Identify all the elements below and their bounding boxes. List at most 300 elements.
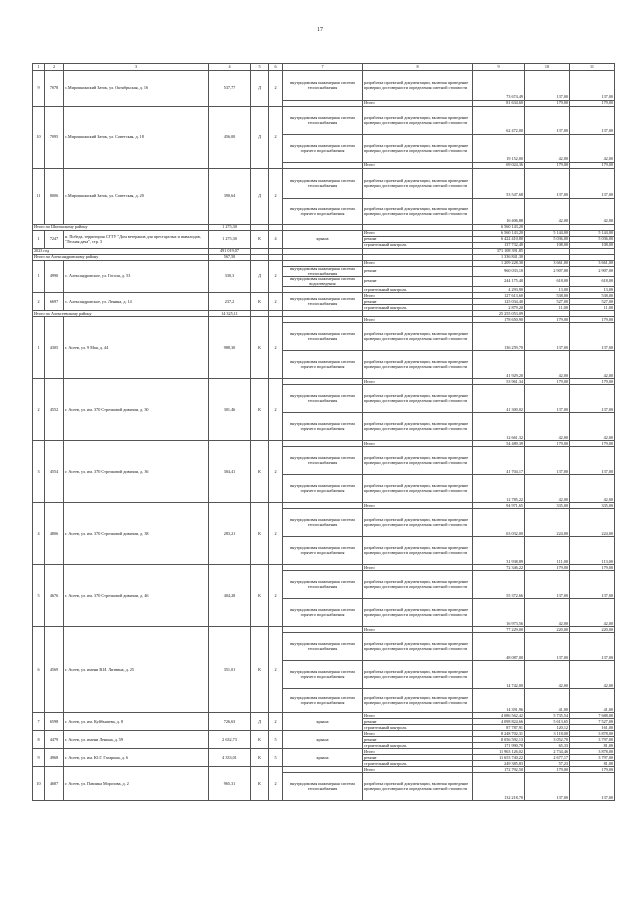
service: Итого: [363, 293, 473, 299]
unit-cost: 3 118,00: [525, 731, 570, 737]
service: Итого: [363, 565, 473, 571]
area: 390,64: [209, 169, 251, 225]
unit-cost: 2 677,17: [525, 755, 570, 761]
unit-cost: 335,00: [525, 503, 570, 509]
unit-cost: 137,00: [525, 447, 570, 475]
area: 330,3: [209, 261, 251, 293]
service: строительный контроль: [363, 287, 473, 293]
max-cost: 220,00: [570, 627, 615, 633]
area: 1 275,30: [209, 231, 251, 249]
row-number: 4: [33, 503, 45, 565]
max-cost: 108,00: [570, 243, 615, 249]
floors: 5: [269, 749, 283, 767]
cost: 16 973,56: [473, 599, 525, 627]
material: К: [251, 749, 269, 767]
row-number: 10: [33, 107, 45, 169]
cost: 178 650,90: [473, 317, 525, 323]
cost: 171 990,78: [473, 743, 525, 749]
area: 301,46: [209, 379, 251, 441]
max-cost: 81,00: [570, 743, 615, 749]
house-id: 4687: [45, 767, 64, 801]
floors: 2: [269, 713, 283, 731]
house-id: 4990: [45, 261, 64, 293]
floors: 2: [269, 565, 283, 627]
unit-cost: 137,00: [525, 633, 570, 661]
max-cost: 137,00: [570, 71, 615, 101]
max-cost: 42,00: [570, 135, 615, 163]
material: Д: [251, 261, 269, 293]
work-type: внутридомовая инженерная система теплоснабжения: [283, 107, 363, 135]
house-id: 4479: [45, 731, 64, 749]
area: 404,28: [209, 565, 251, 627]
cost: 94 971,65: [473, 503, 525, 509]
service: разработка проектной документации, включая проведение проверки достоверности определения сметной стоимости: [363, 169, 473, 199]
unit-cost: 179,00: [525, 101, 570, 107]
area: 537,77: [209, 71, 251, 107]
header-cell: 10: [525, 64, 570, 71]
header-cell: 5: [251, 64, 269, 71]
house-id: 4968: [45, 749, 64, 767]
max-cost: 137,00: [570, 107, 615, 135]
cost: 8 248 702,31: [473, 731, 525, 737]
floors: 2: [269, 293, 283, 311]
max-cost: 3 878,00: [570, 749, 615, 755]
row-number: 10: [33, 767, 45, 801]
service: Итого: [363, 627, 473, 633]
area: 351,01: [209, 627, 251, 713]
max-cost: 7 527,00: [570, 719, 615, 725]
service: разработка проектной документации, включая проведение проверки достоверности определения сметной стоимости: [363, 323, 473, 351]
service: ремонт: [363, 737, 473, 743]
cost: 12 785,22: [473, 475, 525, 503]
address: г. Асеев, ул. имени Ленина, д. 59: [64, 731, 209, 749]
max-cost: 11,00: [570, 305, 615, 311]
cost: 136 259,70: [473, 323, 525, 351]
house-id: 6598: [45, 713, 64, 731]
floors: 2: [269, 767, 283, 801]
service: разработка проектной документации, включая проведение проверки достоверности определения сметной стоимости: [363, 475, 473, 503]
cost: 14 742,00: [473, 661, 525, 689]
cost: 371 108 391,85: [473, 249, 525, 255]
house-id: 4305: [45, 317, 64, 379]
max-cost: 113,00: [570, 537, 615, 565]
area: 567,50: [209, 255, 251, 261]
area: 237,2: [209, 293, 251, 311]
unit-cost: 57,23: [525, 761, 570, 767]
unit-cost: 3 661,00: [525, 261, 570, 267]
floors: 2: [269, 379, 283, 441]
service: разработка проектной документации, включая проведение проверки достоверности определения сметной стоимости: [363, 413, 473, 441]
max-cost: 179,00: [570, 317, 615, 323]
cost: 41 929,20: [473, 351, 525, 379]
max-cost: 179,00: [570, 379, 615, 385]
floors: 5: [269, 731, 283, 749]
unit-cost: 179,00: [525, 379, 570, 385]
service: разработка проектной документации, включая проведение проверки достоверности определения сметной стоимости: [363, 71, 473, 101]
unit-cost: 179,00: [525, 767, 570, 773]
material: Д: [251, 169, 269, 225]
unit-cost: 5 735,54: [525, 713, 570, 719]
max-cost: 137,00: [570, 447, 615, 475]
row-number: 9: [33, 71, 45, 107]
unit-cost: 179,00: [525, 441, 570, 447]
address: г. Асеев, ул. им. 370 Стрелковой дивизии, д. 38: [64, 503, 209, 565]
max-cost: 3 797,00: [570, 737, 615, 743]
unit-cost: 42,00: [525, 351, 570, 379]
cost: 6 422 410,80: [473, 237, 525, 243]
house-id: 4676: [45, 565, 64, 627]
unit-cost: 527,00: [525, 299, 570, 305]
unit-cost: 108,00: [525, 243, 570, 249]
house-id: 4806: [45, 503, 64, 565]
unit-cost: 13,00: [525, 287, 570, 293]
column-number-row: [33, 64, 615, 71]
unit-cost: 120,12: [525, 725, 570, 731]
house-id: 7095: [45, 107, 64, 169]
cost: 132 218,70: [473, 773, 525, 801]
service: Итого: [363, 379, 473, 385]
header-cell: 2: [45, 64, 64, 71]
cost: 25 255 053,09: [473, 311, 525, 317]
work-type: внутридомовая инженерная система горячего водоснабжения: [283, 537, 363, 565]
material: К: [251, 293, 269, 311]
cost: 31 938,89: [473, 537, 525, 565]
service: строительный контроль: [363, 305, 473, 311]
floors: 2: [269, 107, 283, 169]
service: разработка проектной документации, включая проведение проверки достоверности определения сметной стоимости: [363, 385, 473, 413]
row-number: 1: [33, 317, 45, 379]
max-cost: 42,00: [570, 351, 615, 379]
unit-cost: 42,00: [525, 135, 570, 163]
service: ремонт: [363, 755, 473, 761]
service: Итого: [363, 713, 473, 719]
service: Итого: [363, 101, 473, 107]
cost: 69 024,36: [473, 163, 525, 169]
work-type: внутридомовая инженерная система водоотведения: [283, 277, 363, 287]
floors: 2: [269, 71, 283, 107]
work-type: внутридомовая инженерная система горячего водоснабжения: [283, 599, 363, 627]
service: строительный контроль: [363, 743, 473, 749]
area: 304,41: [209, 441, 251, 503]
floors: 4: [269, 231, 283, 249]
cost: 81 634,60: [473, 101, 525, 107]
material: Д: [251, 713, 269, 731]
area: 456,00: [209, 107, 251, 169]
max-cost: 3 661,00: [570, 261, 615, 267]
district-label: Итого по Александровскому району: [33, 255, 209, 261]
cost: 4 098 824,66: [473, 719, 525, 725]
cost: 12 661,32: [473, 413, 525, 441]
cost: 249 385,83: [473, 761, 525, 767]
service: Итого: [363, 767, 473, 773]
district-label: Итого по Шигонскому району: [33, 225, 209, 231]
cost: 55 372,66: [473, 571, 525, 599]
row-number: 1: [33, 261, 45, 293]
work-type: внутридомовая инженерная система горячего водоснабжения: [283, 413, 363, 441]
area: 283,21: [209, 503, 251, 565]
service: строительный контроль: [363, 243, 473, 249]
service: разработка проектной документации, включая проведение проверки достоверности определения сметной стоимости: [363, 599, 473, 627]
material: К: [251, 441, 269, 503]
area: 4 333,01: [209, 749, 251, 767]
work-type: внутридомовая инженерная система горячего водоснабжения: [283, 351, 363, 379]
unit-cost: 179,00: [525, 317, 570, 323]
cost: 4 293,90: [473, 287, 525, 293]
address: с. Александровское, ул. Гоголя, д. 53: [64, 261, 209, 293]
floors: 2: [269, 627, 283, 713]
cost: 53 961,34: [473, 379, 525, 385]
unit-cost: 137,00: [525, 323, 570, 351]
row-number: 7: [33, 713, 45, 731]
page-number: 17: [317, 27, 323, 33]
work-type: внутридомовая инженерная система теплоснабжения: [283, 633, 363, 661]
header-cell: 7: [283, 64, 363, 71]
work-type: крыша: [283, 231, 363, 249]
max-cost: 137,00: [570, 773, 615, 801]
cost: 87 787,91: [473, 725, 525, 731]
floors: 2: [269, 169, 283, 225]
cost: 53 547,68: [473, 169, 525, 199]
area: 988,30: [209, 317, 251, 379]
max-cost: 3 797,00: [570, 755, 615, 761]
work-type: внутридомовая инженерная система горячего водоснабжения: [283, 475, 363, 503]
work-type: внутридомовая инженерная система теплоснабжения: [283, 169, 363, 199]
area: 491 019,07: [209, 249, 251, 255]
cost: 62 472,00: [473, 107, 525, 135]
work-type: крыша: [283, 713, 363, 731]
service: разработка проектной документации, включая проведение проверки достоверности определения сметной стоимости: [363, 509, 473, 537]
service: разработка проектной документации, включая проведение проверки достоверности определения сметной стоимости: [363, 447, 473, 475]
unit-cost: 2 907,00: [525, 267, 570, 277]
address: г. Асеев, ул. имени В.И. Литвина, д. 25: [64, 627, 209, 713]
service: ремонт: [363, 267, 473, 277]
house-id: 4569: [45, 627, 64, 713]
max-cost: 5 144,00: [570, 231, 615, 237]
header-cell: 11: [570, 64, 615, 71]
max-cost: 179,00: [570, 767, 615, 773]
cost: 1 336 841,30: [473, 255, 525, 261]
service: Итого: [363, 261, 473, 267]
work-type: внутридомовая инженерная система теплоснабжения: [283, 385, 363, 413]
header-cell: 9: [473, 64, 525, 71]
unit-cost: 5 144,00: [525, 231, 570, 237]
area: 14 325,11: [209, 311, 251, 317]
cost: 6 560 143,20: [473, 231, 525, 237]
max-cost: 137,00: [570, 571, 615, 599]
service: разработка проектной документации, включая проведение проверки достоверности определения сметной стоимости: [363, 773, 473, 801]
unit-cost: 224,00: [525, 509, 570, 537]
service: строительный контроль: [363, 761, 473, 767]
address: г. Асеев, ул. им. Ю.Г. Гагарина, д. 6: [64, 749, 209, 767]
cost: 73 674,49: [473, 71, 525, 101]
work-type: внутридомовая инженерная система теплоснабжения: [283, 323, 363, 351]
header-cell: 1: [33, 64, 45, 71]
work-type: внутридомовая инженерная система горячего водоснабжения: [283, 689, 363, 713]
unit-cost: 42,00: [525, 413, 570, 441]
service: Итого: [363, 231, 473, 237]
cost: 77 229,00: [473, 627, 525, 633]
unit-cost: 538,00: [525, 293, 570, 299]
max-cost: 2 907,00: [570, 267, 615, 277]
material: Д: [251, 71, 269, 107]
material: К: [251, 503, 269, 565]
work-type: внутридомовая инженерная система горячего водоснабжения: [283, 135, 363, 163]
cost: 125 034,40: [473, 299, 525, 305]
service: разработка проектной документации, включая проведение проверки достоверности определения сметной стоимости: [363, 571, 473, 599]
unit-cost: 5 036,00: [525, 237, 570, 243]
year-label: 2023 год: [33, 249, 209, 255]
table-row: [33, 71, 615, 101]
max-cost: 179,00: [570, 565, 615, 571]
house-id: 7078: [45, 71, 64, 107]
service: Итого: [363, 503, 473, 509]
work-type: крыша: [283, 731, 363, 749]
table-row: [33, 169, 615, 199]
service: разработка проектной документации, включая проведение проверки достоверности определения сметной стоимости: [363, 351, 473, 379]
area: 965,31: [209, 767, 251, 801]
address: п. Победа, территория СГТУ "Дом ветеранов для престарелых и инвалидов, "Лесная дача", стр. 3: [64, 231, 209, 249]
material: К: [251, 565, 269, 627]
table-row: [33, 107, 615, 135]
service: разработка проектной документации, включая проведение проверки достоверности определения сметной стоимости: [363, 537, 473, 565]
max-cost: 179,00: [570, 101, 615, 107]
unit-cost: 42,00: [525, 199, 570, 225]
max-cost: 137,00: [570, 169, 615, 199]
max-cost: 3 878,00: [570, 731, 615, 737]
address: г. Асеев, ул. им. 370 Стрелковой дивизии, д. 36: [64, 441, 209, 503]
row-number: 11: [33, 169, 45, 225]
cost: 11 963 126,02: [473, 749, 525, 755]
material: К: [251, 627, 269, 713]
area: 726,63: [209, 713, 251, 731]
service: ремонт: [363, 237, 473, 243]
material: К: [251, 317, 269, 379]
cost: 41 704,17: [473, 447, 525, 475]
unit-cost: 137,00: [525, 169, 570, 199]
unit-cost: 137,00: [525, 571, 570, 599]
unit-cost: 42,00: [525, 599, 570, 627]
cost: 1 209 228,30: [473, 261, 525, 267]
cost: 41 300,02: [473, 385, 525, 413]
unit-cost: 137,00: [525, 385, 570, 413]
work-type: внутридомовая инженерная система горячего водоснабжения: [283, 199, 363, 225]
house-id: 4552: [45, 379, 64, 441]
address: с. Александровское, ул. Ленина, д. 14: [64, 293, 209, 311]
address: г. Асеев, ул. им. 370 Стрелковой дивизии, д. 30: [64, 379, 209, 441]
floors: 2: [269, 261, 283, 293]
service: ремонт: [363, 277, 473, 287]
max-cost: 42,00: [570, 661, 615, 689]
row-number: 1: [33, 231, 45, 249]
cost: 960 033,10: [473, 267, 525, 277]
unit-cost: 137,00: [525, 107, 570, 135]
max-cost: 179,00: [570, 163, 615, 169]
address: г. Асеев, ул. им. Куйбышева, д. 8: [64, 713, 209, 731]
service: строительный контроль: [363, 725, 473, 731]
unit-cost: 41,00: [525, 689, 570, 713]
material: К: [251, 767, 269, 801]
area: 2 632,73: [209, 731, 251, 749]
cost: 14 391,96: [473, 689, 525, 713]
row-number: 2: [33, 293, 45, 311]
max-cost: 618,00: [570, 277, 615, 287]
address: г. Асеев, ул. 9 Мая, д. 44: [64, 317, 209, 379]
unit-cost: 179,00: [525, 565, 570, 571]
unit-cost: 11,00: [525, 305, 570, 311]
cost: 137 732,40: [473, 243, 525, 249]
max-cost: 137,00: [570, 323, 615, 351]
max-cost: 42,00: [570, 599, 615, 627]
max-cost: 161,00: [570, 725, 615, 731]
work-type: крыша: [283, 749, 363, 767]
cost: 4 086 562,42: [473, 713, 525, 719]
service: Итого: [363, 749, 473, 755]
address: с.Мирошкинский Заток, ул. Советская, д. 20: [64, 169, 209, 225]
cost: 8 056 592,13: [473, 737, 525, 743]
cost: 16 406,88: [473, 199, 525, 225]
house-id: 7247: [45, 231, 64, 249]
max-cost: 137,00: [570, 385, 615, 413]
service: разработка проектной документации, включая проведение проверки достоверности определения сметной стоимости: [363, 199, 473, 225]
floors: 2: [269, 503, 283, 565]
service: Итого: [363, 441, 473, 447]
header-cell: 8: [363, 64, 473, 71]
cost: 54 489,39: [473, 441, 525, 447]
unit-cost: 618,00: [525, 277, 570, 287]
area: 1 275,30: [209, 225, 251, 231]
work-type: внутридомовая инженерная система теплоснабжения: [283, 293, 363, 311]
service: разработка проектной документации, включая проведение проверки достоверности определения сметной стоимости: [363, 135, 473, 163]
row-number: 2: [33, 379, 45, 441]
house-id: 6697: [45, 293, 64, 311]
unit-cost: 42,00: [525, 661, 570, 689]
row-number: 9: [33, 749, 45, 767]
unit-cost: 42,00: [525, 475, 570, 503]
service: разработка проектной документации, включая проведение проверки достоверности определения сметной стоимости: [363, 689, 473, 713]
material: К: [251, 379, 269, 441]
max-cost: 137,00: [570, 633, 615, 661]
max-cost: 224,00: [570, 509, 615, 537]
work-type: внутридомовая инженерная система теплоснабжения: [283, 571, 363, 599]
work-type: внутридомовая инженерная система горячего водоснабжения: [283, 661, 363, 689]
cost: 2 879,20: [473, 305, 525, 311]
unit-cost: 137,00: [525, 773, 570, 801]
service: ремонт: [363, 299, 473, 305]
work-type: внутридомовая инженерная система теплоснабжения: [283, 267, 363, 277]
service: разработка проектной документации, включая проведение проверки достоверности определения сметной стоимости: [363, 661, 473, 689]
material: Д: [251, 107, 269, 169]
cost: 244 175,40: [473, 277, 525, 287]
max-cost: 335,00: [570, 503, 615, 509]
cost: 11 653 740,22: [473, 755, 525, 761]
unit-cost: 220,00: [525, 627, 570, 633]
row-number: 3: [33, 441, 45, 503]
cost: 63 032,00: [473, 509, 525, 537]
max-cost: 7 688,00: [570, 713, 615, 719]
row-number: 5: [33, 565, 45, 627]
max-cost: 42,00: [570, 475, 615, 503]
header-cell: 6: [269, 64, 283, 71]
material: К: [251, 731, 269, 749]
work-type: внутридомовая инженерная система теплоснабжения: [283, 447, 363, 475]
cost: 48 087,00: [473, 633, 525, 661]
district-label: Итого по Алексеевскому району: [33, 311, 209, 317]
cost: 172 792,50: [473, 767, 525, 773]
service: Итого: [363, 163, 473, 169]
address: с.Мирошкинский Заток, ул. Октябрьская, д. 16: [64, 71, 209, 107]
max-cost: 5 036,00: [570, 237, 615, 243]
address: г. Асеев, ул. Павлика Морозова, д. 2: [64, 767, 209, 801]
